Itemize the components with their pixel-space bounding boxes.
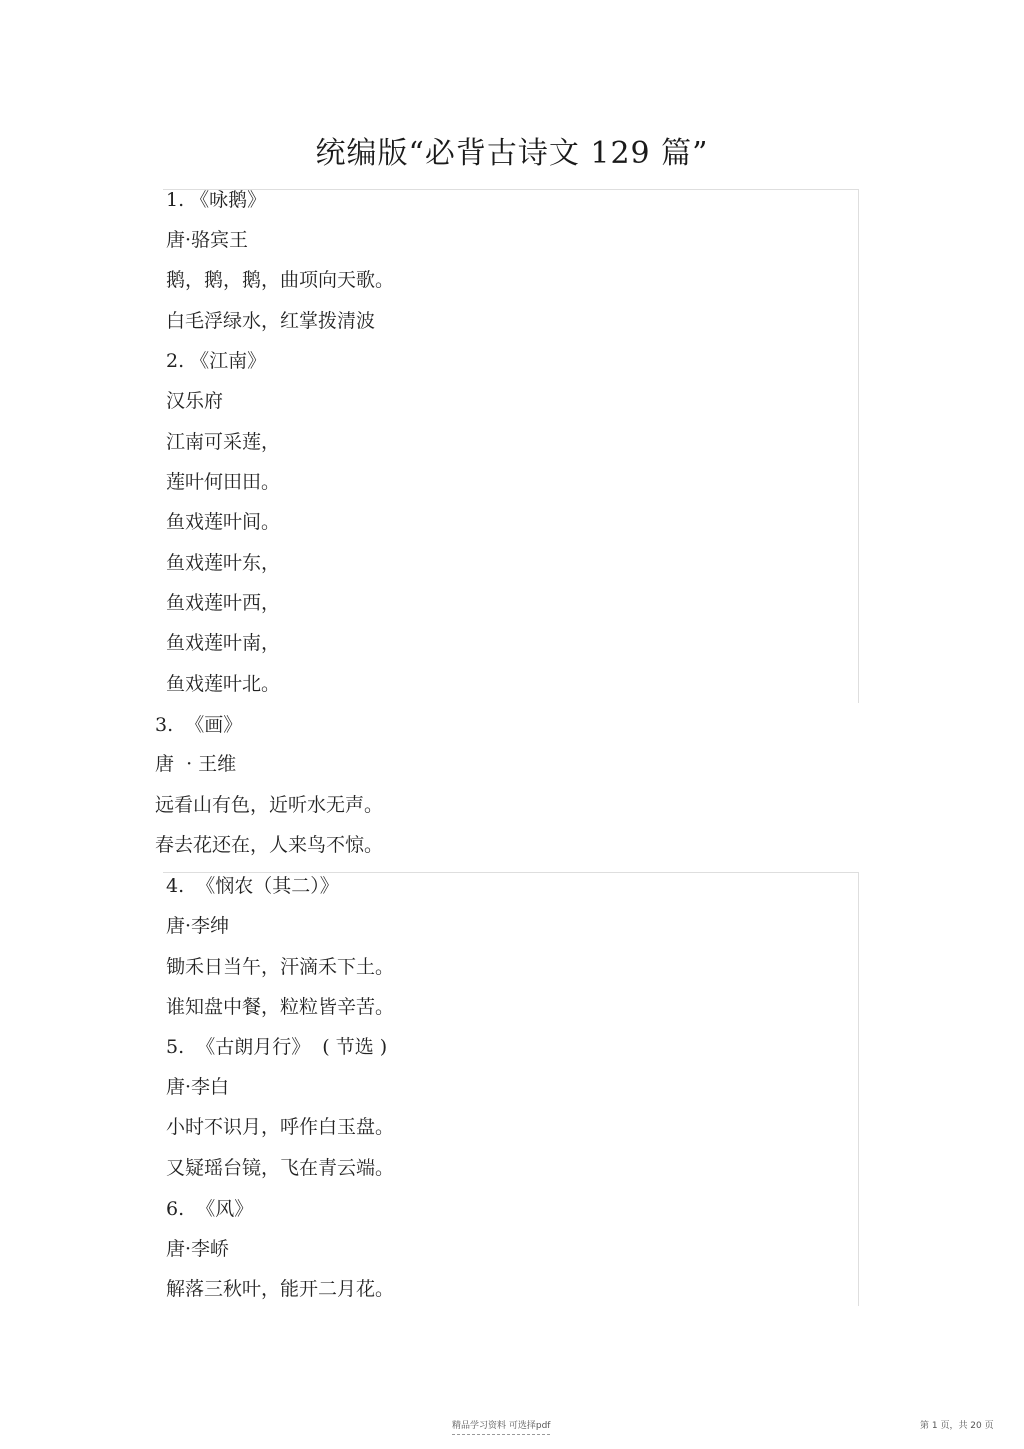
poem-author: 唐 · 王维 (155, 753, 237, 775)
poem-line: 解落三秋叶，能开二月花。 (166, 1278, 395, 1300)
poem-author: 唐·骆宾王 (166, 229, 249, 251)
poem-line: 鱼戏莲叶间。 (166, 511, 281, 533)
poem-author: 唐·李峤 (166, 1238, 230, 1260)
poem-line: 鹅，鹅，鹅，曲项向天歌。 (166, 269, 395, 291)
poem-author: 唐·李白 (166, 1076, 230, 1098)
poem-heading: 2. 《江南》 (166, 350, 267, 372)
poem-heading: 4. 《悯农（其二）》 (166, 875, 339, 897)
poem-line: 谁知盘中餐，粒粒皆辛苦。 (166, 996, 395, 1018)
poem-line: 又疑瑶台镜，飞在青云端。 (166, 1157, 395, 1179)
poem-line: 莲叶何田田。 (166, 471, 281, 493)
poem-line: 鱼戏莲叶西， (166, 592, 281, 614)
poem-heading: 5. 《古朗月行》 ( 节选 ) (166, 1036, 388, 1058)
poem-line: 春去花还在，人来鸟不惊。 (155, 834, 384, 856)
poem-line: 江南可采莲， (166, 431, 281, 453)
poem-line: 远看山有色，近听水无声。 (155, 794, 384, 816)
poem-author: 唐·李绅 (166, 915, 230, 937)
poem-heading: 6. 《风》 (166, 1198, 254, 1220)
poem-heading: 1. 《咏鹅》 (166, 189, 267, 211)
poem-heading: 3. 《画》 (155, 714, 243, 736)
page-number: 第 1 页，共 20 页 (920, 1421, 994, 1431)
page-title: 统编版“必背古诗文 129 篇” (315, 136, 709, 171)
poem-line: 鱼戏莲叶北。 (166, 673, 281, 695)
poem-frame-2 (163, 872, 859, 1306)
poem-author: 汉乐府 (166, 390, 224, 412)
poem-line: 小时不识月，呼作白玉盘。 (166, 1116, 395, 1138)
footer-note: 精品学习资料 可选择pdf (452, 1418, 550, 1435)
poem-line: 鱼戏莲叶东， (166, 552, 281, 574)
poem-line: 锄禾日当午，汗滴禾下土。 (166, 956, 395, 978)
poem-line: 白毛浮绿水，红掌拨清波 (166, 310, 376, 332)
poem-line: 鱼戏莲叶南， (166, 632, 281, 654)
